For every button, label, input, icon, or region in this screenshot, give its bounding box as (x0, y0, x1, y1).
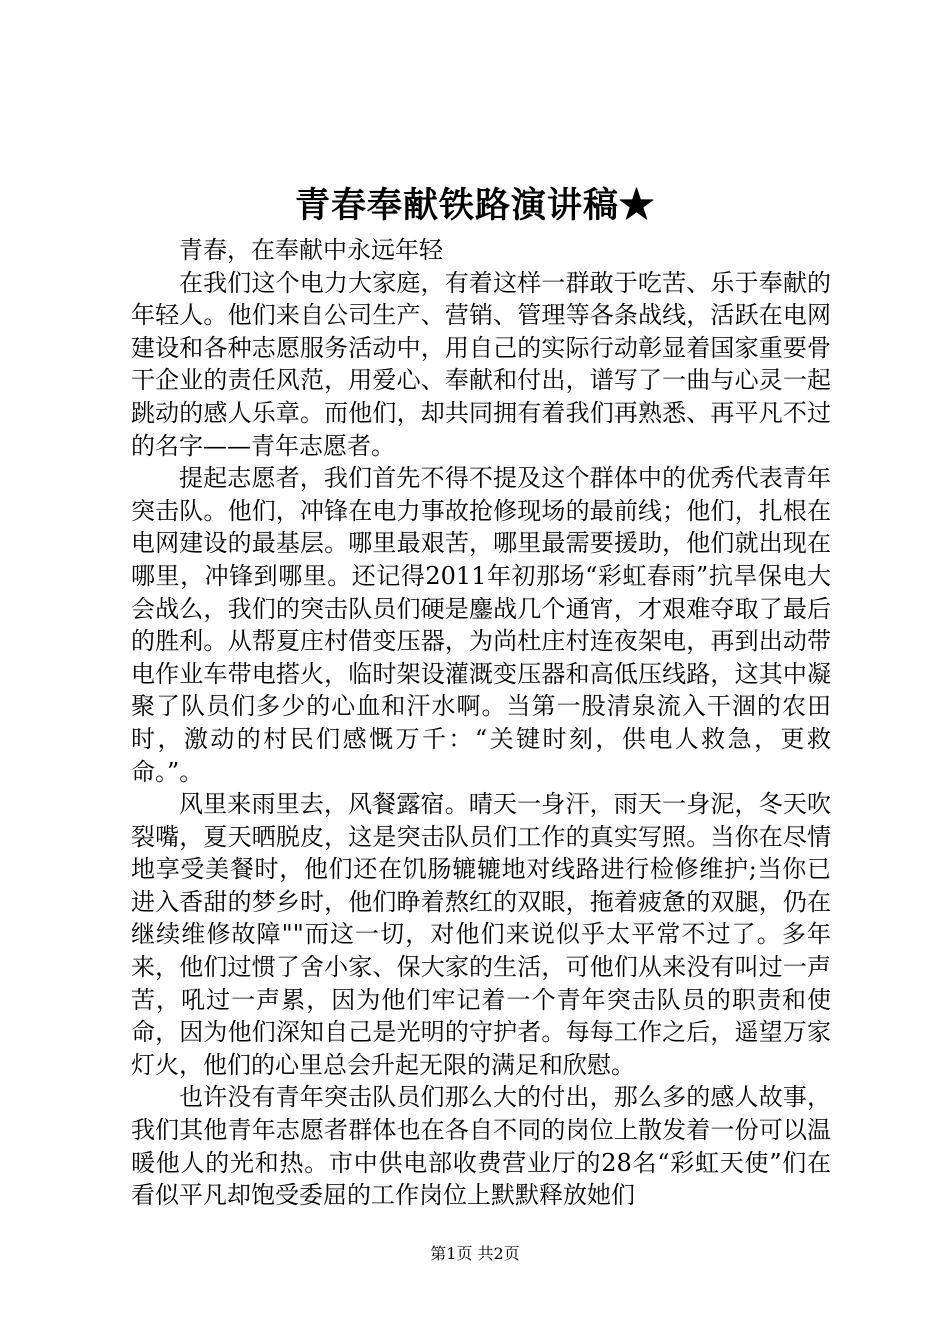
document-title: 青春奉献铁路演讲稿★ (294, 185, 655, 226)
paragraph-3: 风里来雨里去，风餐露宿。晴天一身汗，雨天一身泥，冬天吹裂嘴，夏天晒脱皮，这是突击队员们工作的真实写照。当你在尽情地享受美餐时，他们还在饥肠辘辘地对线路进行检修维护;当你已进入香甜的梦乡时，他们睁着熬红的双眼，拖着疲惫的双腿，仍在继续维修故障""而这一切，对他们来说似乎太平常不过了。多年来，他们过惯了舍小家、保大家的生活，可他们从来没有叫过一声苦，吼过一声累，因为他们牢记着一个青年突击队员的职责和使命，因为他们深知自己是光明的守护者。每每工作之后，遥望万家灯火，他们的心里总会升起无限的满足和欣慰。 (131, 790, 831, 1079)
document-subtitle: 青春，在奉献中永远年轻 (179, 236, 443, 264)
page-footer: 第1页 共2页 (430, 1244, 520, 1263)
paragraph-1: 在我们这个电力大家庭，有着这样一群敢于吃苦、乐于奉献的年轻人。他们来自公司生产、营销、管理等各条战线，活跃在电网建设和各种志愿服务活动中，用自己的实际行动彰显着国家重要骨干企业的责任风范，用爱心、奉献和付出，谱写了一曲与心灵一起跳动的感人乐章。而他们，却共同拥有着我们再熟悉、再平凡不过的名字——青年志愿者。 (131, 268, 831, 460)
paragraph-4: 也许没有青年突击队员们那么大的付出，那么多的感人故事，我们其他青年志愿者群体也在各自不同的岗位上散发着一份可以温暖他人的光和热。市中供电部收费营业厅的28名“彩虹天使”们在看似平凡却饱受委屈的工作岗位上默默释放她们 (131, 1083, 831, 1210)
paragraph-2: 提起志愿者，我们首先不得不提及这个群体中的优秀代表青年突击队。他们，冲锋在电力事故抢修现场的最前线；他们，扎根在电网建设的最基层。哪里最艰苦，哪里最需要援助，他们就出现在哪里，冲锋到哪里。还记得2011年初那场“彩虹春雨”抗旱保电大会战么，我们的突击队员们硬是鏖战几个通宵，才艰难夺取了最后的胜利。从帮夏庄村借变压器，为尚杜庄村连夜架电，再到出动带电作业车带电搭火，临时架设灌溉变压器和高低压线路，这其中凝聚了队员们多少的心血和汗水啊。当第一股清泉流入干涸的农田时，激动的村民们感慨万千：“关键时刻，供电人救急，更救命。”。 (131, 464, 831, 786)
document-body (131, 234, 831, 1212)
